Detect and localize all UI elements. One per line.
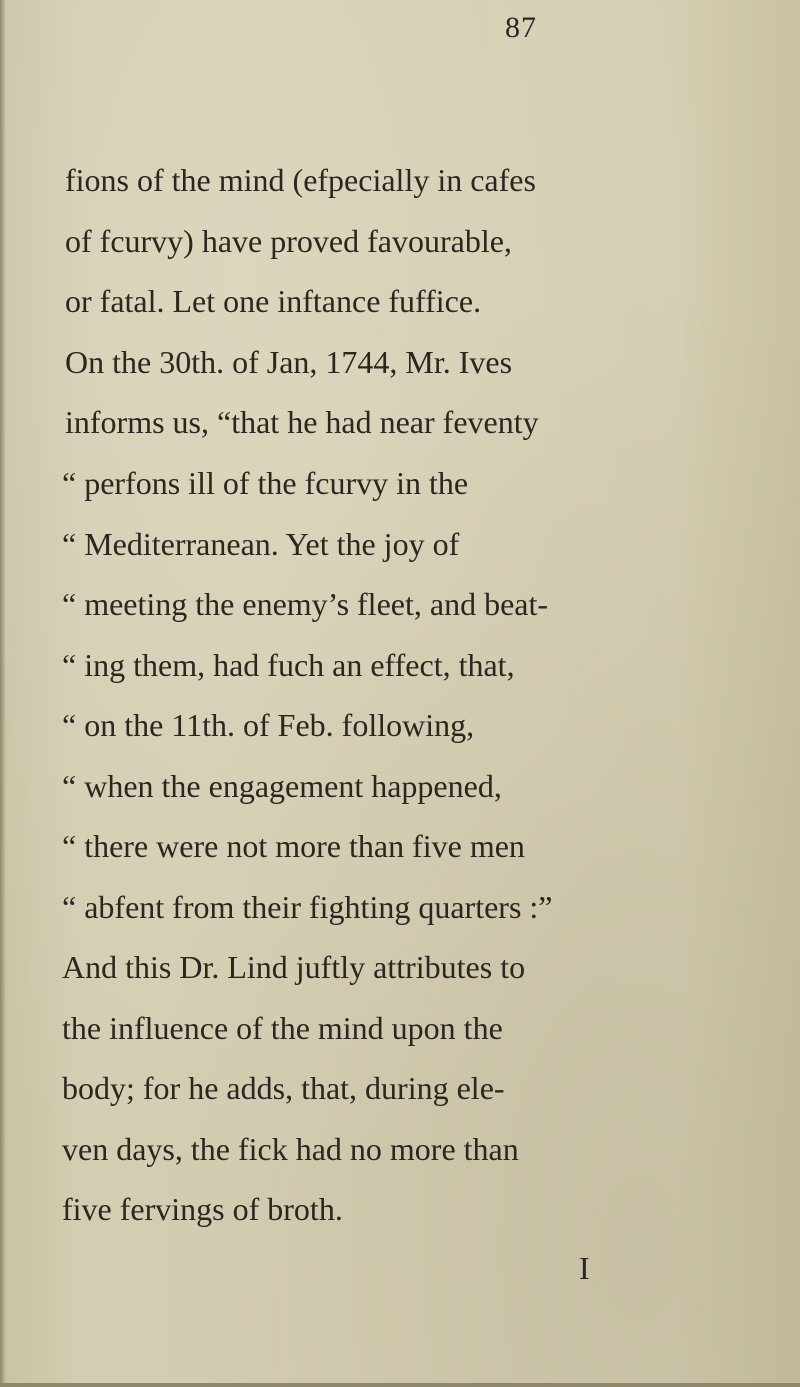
- text-line: body; for he adds, that, during ele-: [62, 1070, 505, 1106]
- text-line: “ Mediterranean. Yet the joy of: [62, 526, 460, 562]
- text-line: “ perfons ill of the fcurvy in the: [62, 465, 469, 501]
- text-line: “ meeting the enemy’s fleet, and beat-: [62, 586, 549, 622]
- text-line: “ abfent from their fighting quarters :”: [62, 889, 553, 925]
- text-line: “ on the 11th. of Feb. following,: [62, 707, 475, 743]
- text-line: informs us, “that he had near feventy: [65, 404, 539, 440]
- text-line: On the 30th. of Jan, 1744, Mr. Ives: [65, 344, 513, 380]
- page-left-shadow: [0, 0, 6, 1387]
- text-line: “ there were not more than five men: [62, 828, 525, 864]
- page-bottom-edge: [0, 1383, 800, 1387]
- text-line: the influence of the mind upon the: [62, 1010, 503, 1046]
- text-line: of fcurvy) have proved favourable,: [65, 223, 512, 259]
- text-line: “ when the engagement happened,: [62, 768, 502, 804]
- catchword: I: [579, 1250, 590, 1286]
- text-line: And this Dr. Lind juftly attributes to: [62, 949, 526, 985]
- text-line: fions of the mind (efpecially in cafes: [65, 162, 536, 198]
- text-line: or fatal. Let one inftance fuffice.: [65, 283, 482, 319]
- text-line: five fervings of broth.: [62, 1191, 343, 1227]
- text-line: “ ing them, had fuch an effect, that,: [62, 647, 515, 683]
- text-line: ven days, the fick had no more than: [62, 1131, 519, 1167]
- page-number: 87: [505, 11, 537, 44]
